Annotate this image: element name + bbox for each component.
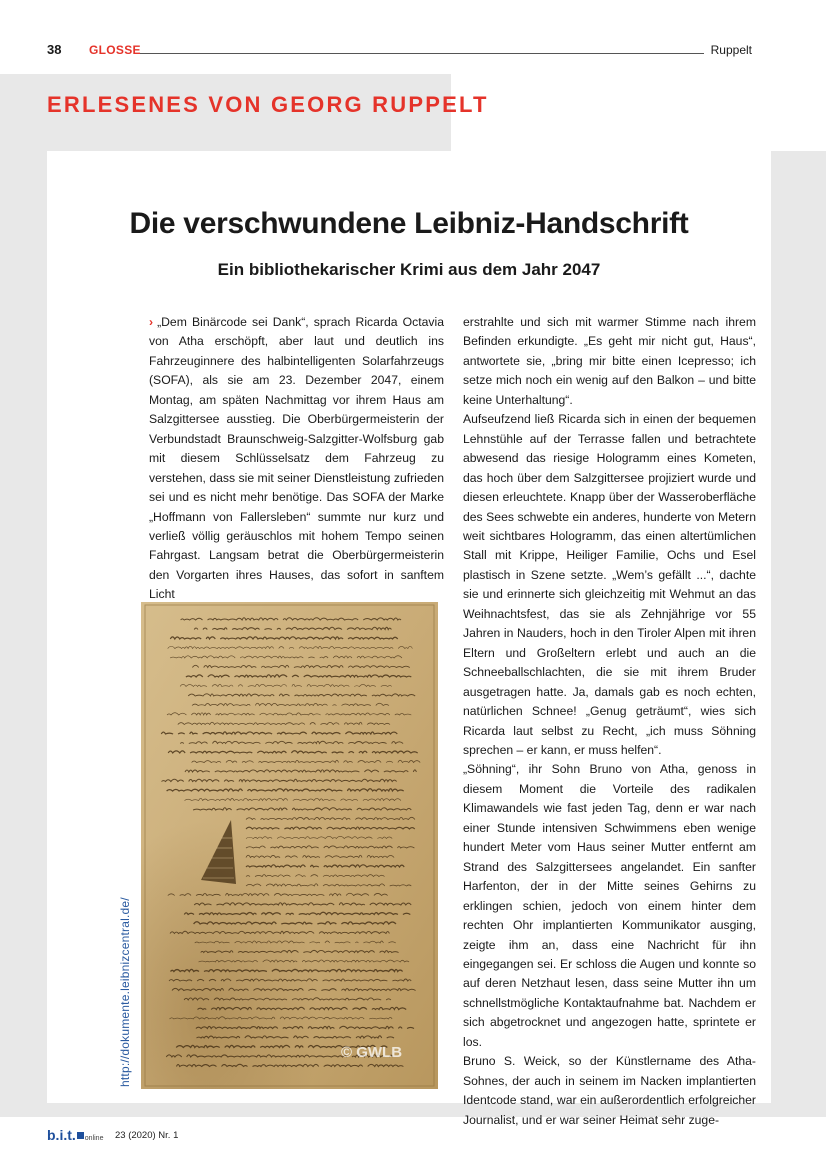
header-author: Ruppelt: [710, 43, 752, 57]
grey-band-left: [0, 151, 47, 1103]
manuscript-image: [141, 602, 438, 1089]
image-credit-link[interactable]: http://dokumente.leibnizcentral.de/: [118, 897, 132, 1087]
section-label: GLOSSE: [89, 43, 141, 57]
paragraph: Aufseufzend ließ Ricarda sich in einen der bequemen Lehnstühle auf der Terrasse fallen und betrachtete abwesend das riesige Hologramm eines Kometen, das hoch über dem Salzgittersee projiziert wurde und diesen erleuchtete. Knapp über der Wasseroberfläche des Sees schwebte ein anderes, hunderte von Metern weit sichtbares Hologramm, das einen altertümlichen Stall mit Krippe, Heiliger Familie, Ochs und Esel plastisch in Szene setzte. „Wem’s gefällt ...“, dachte sie und erinnerte sich gleichzeitig mit Wehmut an das Weihnachtsfest, das sie als Zehnjährige vor 55 Jahren in Nauders, hoch in den Tiroler Alpen mit ihren Eltern und Großeltern erlebt und auch an die Schneeballschlachten, die sie mit ihrem Bruder ausgetragen hatte. Ja, damals gab es noch echten, natürlichen Schnee! „Genug geträumt“, wies sich Ricarda laut selbst zu Recht, „ich muss Söhning sprechen – er kann, er muss helfen“.: [463, 412, 756, 757]
paragraph: [149, 313, 444, 605]
header-rule: [140, 53, 704, 54]
paragraph: erstrahlte und sich mit warmer Stimme nach ihrem Befinden erkundigte. „Es geht mir nicht gut, Haus“, antwortete sie, „bring mir bitte einen Icepresso; ich setze mich noch ein wenig auf den Balkon – und bitte keine Unterhaltung“.: [463, 315, 756, 407]
article-subtitle: Ein bibliothekarischer Krimi aus dem Jahr 2047: [217, 260, 601, 279]
logo-subtext: online: [84, 1135, 104, 1142]
paragraph-marker-icon: ›: [149, 315, 154, 329]
grey-band-right: [771, 151, 826, 1103]
column-kicker: ERLESENES VON GEORG RUPPELT: [47, 92, 489, 117]
text-column-right: [463, 313, 756, 1130]
page-header: [47, 40, 752, 60]
paragraph: Bruno S. Weick, so der Künstlername des Atha-Sohnes, der auch in seinem im Nacken implantierten Identcode stand, war ein außerordentlich erfolgreicher Journalist, und er war seiner Heimat sehr zuge-: [463, 1054, 756, 1127]
logo-square-icon: [77, 1132, 84, 1139]
page-number: 38: [47, 42, 62, 57]
paragraph: „Söhning“, ihr Sohn Bruno von Atha, genoss in diesem Moment die Vorteile des radikalen Klimawandels wie fast jeden Tag, denn er war nach einer Stunde intensiven Schwimmens eben wenige hundert Meter vom Haus seiner Mutter entfernt am Strand des Salzgittersees angelandet. Ein sanfter Harfenton, der in der Mitte seines Gehirns zu erklingen schien, jedoch von einem hinter dem rechten Ohr implantierten Kommunikator ausging, zeigte ihm an, dass eine Nachricht für ihn eingegangen sei. Er schloss die Augen und konnte so auf deren Netzhaut lesen, dass seine Mutter ihn um schnellstmögliche Kontaktaufnahme bat. Nachdem er sich abgetrocknet und angezogen hatte, sprintete er los.: [463, 762, 756, 1049]
paragraph-text: „Dem Binärcode sei Dank“, sprach Ricarda Octavia von Atha erschöpft, aber laut und deutlich ins Fahrzeuginnere des halbintelligenten Solarfahrzeugs (SOFA), als sie am 23. Dezember 2047, einem Montag, am späten Nachmittag vor ihrem Haus am Salzgittersee ausstieg. Die Oberbürgermeisterin der Verbundstadt Braunschweig-Salzgitter-Wolfsburg gab mit diesem Schlüsselsatz dem Fahrzeug zu verstehen, dass sie mit seiner Dienstleistung zufrieden sei und es nicht mehr benötige. Das SOFA der Marke „Hoffmann von Fallersleben“ summte nur kurz und verließ völlig geräuschlos mit hohem Tempo seinen Fahrgast. Langsam betrat die Oberbürgermeisterin den Vorgarten ihres Hauses, das sofort in sanftem Licht: [149, 315, 444, 602]
image-watermark: © GWLB: [341, 1044, 403, 1061]
text-column-left: [149, 313, 444, 605]
publication-logo: [47, 1127, 103, 1143]
manuscript-drawing: [141, 602, 438, 1089]
article-title: Die verschwundene Leibniz-Handschrift: [129, 207, 689, 240]
logo-text: b.i.t.: [47, 1127, 76, 1143]
issue-info: 23 (2020) Nr. 1: [115, 1130, 179, 1141]
